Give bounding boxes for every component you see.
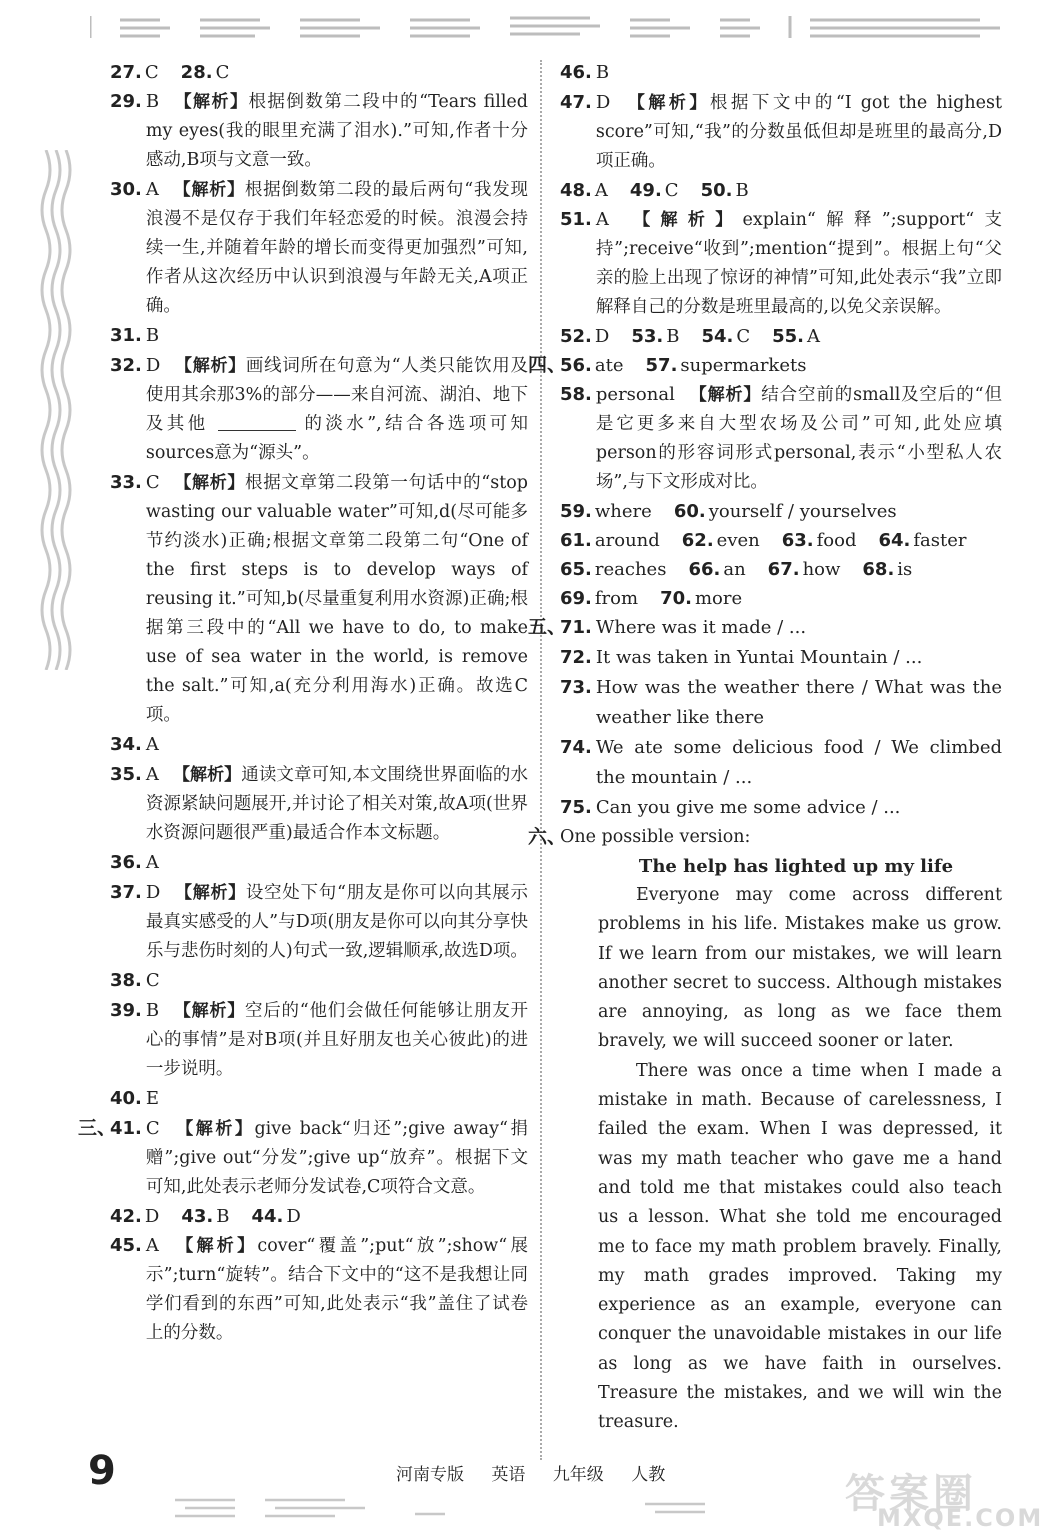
answer-body bbox=[146, 175, 528, 321]
question-number: 49. bbox=[629, 180, 662, 201]
answer-value: D bbox=[145, 882, 161, 903]
right-column bbox=[528, 58, 1003, 1438]
answer-row bbox=[560, 526, 1002, 555]
answer-value: C bbox=[145, 970, 160, 991]
answer-value: A bbox=[145, 852, 159, 873]
question-number: 64. bbox=[878, 530, 911, 551]
answer-pair bbox=[782, 526, 857, 555]
answer-pair bbox=[560, 176, 608, 205]
section-number: 五、 bbox=[528, 616, 567, 638]
analysis-text: give back“归还”;give away“捐赠”;give out“分发”;give up“放弃”。根据下文可知,此处表示老师分发试卷,C项符合文意。 bbox=[145, 1119, 529, 1197]
answer-group bbox=[110, 1202, 323, 1231]
answer-row bbox=[560, 584, 1002, 613]
answer-body bbox=[146, 730, 528, 760]
page-footer bbox=[396, 1460, 687, 1485]
answer-row bbox=[560, 322, 1002, 351]
question-number: 74. bbox=[560, 737, 592, 758]
answer-item bbox=[560, 58, 1002, 88]
question-number: 55. bbox=[772, 326, 805, 347]
answer-value: A bbox=[595, 209, 609, 230]
answer-pair bbox=[560, 351, 624, 380]
question-number: 40. bbox=[110, 1088, 142, 1109]
question-number: 28. bbox=[180, 62, 213, 83]
answer-body bbox=[146, 1084, 528, 1114]
question-number: 54. bbox=[701, 326, 734, 347]
top-wave-decoration bbox=[90, 10, 1000, 44]
answer-value: C bbox=[664, 180, 679, 201]
answer-pair bbox=[560, 584, 638, 613]
answer-item bbox=[110, 878, 528, 966]
question-number: 29. bbox=[110, 91, 142, 112]
answer-row bbox=[560, 497, 1002, 526]
analysis-tag: 【解析】 bbox=[173, 1119, 255, 1139]
answer-value: D bbox=[286, 1206, 301, 1227]
answer-body bbox=[596, 643, 1002, 673]
analysis-text: 通读文章可知,本文围绕世界面临的水资源紧缺问题展开,并讨论了相关对策,故A项(世界水资源问题很严重)最适合作本文标题。 bbox=[145, 765, 529, 843]
answer-item bbox=[110, 87, 528, 175]
answer-group bbox=[560, 526, 989, 555]
question-number: 36. bbox=[110, 852, 142, 873]
question-number: 43. bbox=[181, 1206, 214, 1227]
answer-pair bbox=[772, 322, 820, 351]
section-number: 四、 bbox=[528, 354, 567, 376]
blank-line bbox=[218, 412, 296, 431]
answer-value: D bbox=[595, 92, 611, 113]
answer-row bbox=[110, 58, 528, 87]
answer-value: food bbox=[816, 530, 857, 551]
answer-value: How was the weather there / What was the weather like there bbox=[595, 677, 1002, 728]
analysis-text-cont: 的淡水”,结合各选项可知sources意为“源头”。 bbox=[145, 414, 528, 463]
analysis-tag: 【解析】 bbox=[173, 473, 246, 493]
answer-pair bbox=[560, 322, 609, 351]
essay-paragraph: There was once a time when I made a mistake in math. Because of carelessness, I failed the exam. When I was depressed, it was my math teacher who gave me a hand and told me that mistakes could also teach us a lesson. What she told me encouraged me to face my math problem bravely. Finally, my math grades improved. Taking my experience as an example, everyone can conquer the unavoidable mistakes in our life as long as we have faith in ourselves. Treasure the mistakes, and we will win the treasure. bbox=[598, 1060, 1002, 1433]
answer-item bbox=[560, 88, 1002, 176]
answer-value: B bbox=[595, 62, 610, 83]
question-number: 48. bbox=[560, 180, 592, 201]
answer-item bbox=[110, 1084, 528, 1114]
answer-item bbox=[110, 996, 528, 1084]
analysis-text: 根据下文中的“I got the highest score”可知,“我”的分数虽低但却是班里的最高分,D项正确。 bbox=[595, 93, 1002, 171]
answer-value: faster bbox=[913, 530, 967, 551]
question-number: 65. bbox=[560, 559, 592, 580]
answer-group bbox=[110, 58, 251, 87]
answer-value: Where was it made / ... bbox=[595, 617, 807, 638]
answer-group bbox=[560, 176, 771, 205]
question-number: 46. bbox=[560, 62, 592, 83]
answer-item bbox=[528, 613, 1002, 643]
answer-body bbox=[146, 468, 528, 730]
answer-item bbox=[110, 175, 528, 321]
question-number: 35. bbox=[110, 764, 142, 785]
answer-pair bbox=[181, 1202, 229, 1231]
question-number: 45. bbox=[110, 1235, 142, 1256]
question-number: 61. bbox=[560, 530, 592, 551]
page-number: 9 bbox=[88, 1448, 116, 1494]
answer-pair bbox=[631, 322, 679, 351]
answer-item bbox=[78, 1114, 529, 1202]
answer-value: A bbox=[145, 179, 159, 200]
answer-item bbox=[560, 205, 1002, 322]
answer-body bbox=[146, 966, 528, 996]
question-number: 62. bbox=[681, 530, 714, 551]
answer-value: personal bbox=[595, 384, 675, 405]
answer-body bbox=[596, 205, 1002, 322]
answer-value: D bbox=[144, 1206, 160, 1227]
answer-body bbox=[146, 760, 528, 848]
answer-value: A bbox=[807, 326, 821, 347]
answer-value: where bbox=[594, 501, 652, 522]
question-number: 38. bbox=[110, 970, 142, 991]
answer-value: Can you give me some advice / ... bbox=[595, 797, 901, 818]
footer-edition: 河南专版 bbox=[396, 1465, 464, 1485]
analysis-text: 根据倒数第二段中的“Tears filled my eyes(我的眼里充满了泪水).”可知,作者十分感动,B项与文意一致。 bbox=[145, 92, 528, 170]
answer-value: D bbox=[594, 326, 610, 347]
answer-body bbox=[146, 321, 528, 351]
question-number: 39. bbox=[110, 1000, 142, 1021]
section-number: 三、 bbox=[78, 1117, 117, 1139]
answer-value: B bbox=[666, 326, 680, 347]
answer-pair bbox=[660, 584, 742, 613]
answer-item bbox=[110, 760, 528, 848]
question-number: 71. bbox=[560, 617, 592, 638]
answer-value: A bbox=[145, 764, 159, 785]
question-number: 60. bbox=[673, 501, 706, 522]
answer-item bbox=[560, 380, 1002, 497]
answer-value: B bbox=[145, 1000, 160, 1021]
answer-item bbox=[110, 351, 528, 468]
answer-value: It was taken in Yuntai Mountain / ... bbox=[595, 647, 923, 668]
answer-body bbox=[596, 88, 1002, 176]
footer-subject: 英语 bbox=[491, 1465, 526, 1485]
answer-pair bbox=[646, 351, 807, 380]
answer-row bbox=[560, 555, 1002, 584]
answer-value: A bbox=[594, 180, 608, 201]
analysis-tag: 【解析】 bbox=[688, 385, 762, 405]
essay-body bbox=[560, 881, 1002, 1438]
analysis-text: 根据文章第二段第一句话中的“stop wasting our valuable water”可知,d(尽可能多节约淡水)正确;根据文章第二段第二句“One of the first steps is to develop ways of reusing it.”可知,b(尽量重复利用水资源)正确;根据第三段中的“All we have to do, to make use of sea water in the world, is remove the salt.”可知,a(充分利用海水)正确。故选C项。 bbox=[145, 473, 529, 725]
question-number: 59. bbox=[560, 501, 592, 522]
answer-value: B bbox=[145, 91, 160, 112]
analysis-text: cover“覆盖”;put“放”;show“展示”;turn“旋转”。结合下文中的“这不是我想让同学们看到的东西”可知,此处表示“我”盖住了试卷上的分数。 bbox=[145, 1236, 528, 1343]
analysis-tag: 【解析】 bbox=[172, 180, 245, 200]
question-number: 57. bbox=[645, 355, 678, 376]
answer-body bbox=[146, 87, 528, 175]
watermark-logo: 答案圈 MXQE.COM bbox=[845, 1471, 1044, 1532]
analysis-text: 设空处下句“朋友是你可以向其展示最真实感受的人”与D项(朋友是你可以向其分享快乐与悲伤时刻的人)句式一致,逻辑顺承,故选D项。 bbox=[145, 883, 529, 961]
analysis-tag: 【解析】 bbox=[174, 356, 246, 376]
analysis-text: 画线词所在句意为“人类只能饮用及使用其余那3%的部分——来自河流、湖泊、地下及其他 bbox=[145, 356, 529, 434]
answer-body bbox=[596, 733, 1002, 793]
question-number: 66. bbox=[688, 559, 721, 580]
answer-pair bbox=[674, 497, 897, 526]
answer-value: from bbox=[594, 588, 639, 609]
question-number: 32. bbox=[110, 355, 142, 376]
answer-value: We ate some delicious food / We climbed the mountain / ... bbox=[595, 737, 1002, 788]
answer-pair bbox=[768, 555, 841, 584]
question-number: 50. bbox=[700, 180, 733, 201]
question-number: 75. bbox=[560, 797, 592, 818]
question-number: 72. bbox=[560, 647, 592, 668]
essay-header bbox=[528, 823, 1002, 852]
answer-body bbox=[596, 58, 1002, 88]
analysis-text: 根据倒数第二段的最后两句“我发现浪漫不是仅存于我们年轻恋爱的时候。浪漫会持续一生,并随着年龄的增长而变得更加强烈”可知,作者从这次经历中认识到浪漫与年龄无关,A项正确。 bbox=[145, 180, 529, 316]
answer-pair bbox=[560, 526, 660, 555]
answer-pair bbox=[879, 526, 967, 555]
answer-value: B bbox=[145, 325, 160, 346]
answer-item bbox=[110, 1231, 528, 1348]
answer-value: B bbox=[216, 1206, 230, 1227]
question-number: 68. bbox=[862, 559, 895, 580]
footer-grade: 九年级 bbox=[552, 1465, 604, 1485]
answer-value: A bbox=[145, 1235, 159, 1256]
answer-value: B bbox=[735, 180, 749, 201]
answer-value: is bbox=[897, 559, 913, 580]
analysis-tag: 【解析】 bbox=[173, 92, 249, 112]
question-number: 31. bbox=[110, 325, 142, 346]
answer-pair bbox=[110, 58, 159, 87]
essay-title: The help has lighted up my life bbox=[638, 856, 954, 877]
answer-value: D bbox=[145, 355, 161, 376]
question-number: 63. bbox=[781, 530, 814, 551]
answer-pair bbox=[560, 555, 666, 584]
answer-item bbox=[110, 848, 528, 878]
analysis-tag: 【解析】 bbox=[624, 93, 710, 113]
analysis-text: explain“解释”;support“支持”;receive“收到”;mention“提到”。根据上句“父亲的脸上出现了惊讶的神情”可知,此处表示“我”立即解释自己的分数是班里最高的,以免父亲误解。 bbox=[595, 210, 1002, 317]
answer-value: even bbox=[716, 530, 760, 551]
question-number: 37. bbox=[110, 882, 142, 903]
question-number: 52. bbox=[560, 326, 592, 347]
answer-item bbox=[110, 321, 528, 351]
answer-body bbox=[146, 1231, 528, 1348]
answer-value: around bbox=[594, 530, 660, 551]
answer-value: C bbox=[215, 62, 230, 83]
analysis-tag: 【解析】 bbox=[174, 883, 246, 903]
answer-body bbox=[596, 380, 1002, 497]
answer-body bbox=[146, 1114, 528, 1202]
question-number: 27. bbox=[110, 62, 142, 83]
answer-value: how bbox=[802, 559, 841, 580]
answer-value: C bbox=[145, 472, 160, 493]
section-number: 六、 bbox=[528, 826, 567, 848]
answer-value: C bbox=[145, 1118, 160, 1139]
answer-pair bbox=[862, 555, 912, 584]
answer-pair bbox=[560, 497, 652, 526]
left-wave-decoration bbox=[38, 150, 72, 670]
answer-value: A bbox=[145, 734, 159, 755]
answer-group bbox=[560, 351, 828, 380]
answer-row bbox=[110, 1202, 528, 1231]
answer-body bbox=[146, 351, 528, 468]
analysis-text: 空后的“他们会做任何能够让朋友开心的事情”是对B项(并且好朋友也关心彼此)的进一步说明。 bbox=[145, 1001, 528, 1079]
answer-row bbox=[560, 176, 1002, 205]
answer-value: an bbox=[723, 559, 746, 580]
answer-body bbox=[596, 613, 1002, 643]
answer-value: E bbox=[145, 1088, 160, 1109]
question-number: 44. bbox=[251, 1206, 284, 1227]
answer-pair bbox=[701, 322, 750, 351]
essay-label: One possible version: bbox=[560, 827, 751, 847]
answer-item bbox=[560, 733, 1002, 793]
question-number: 70. bbox=[660, 588, 692, 609]
answer-pair bbox=[630, 176, 679, 205]
answer-group bbox=[560, 584, 764, 613]
question-number: 34. bbox=[110, 734, 142, 755]
question-number: 58. bbox=[560, 384, 592, 405]
answer-pair bbox=[682, 526, 760, 555]
bottom-wave-decoration bbox=[175, 1492, 735, 1522]
question-number: 53. bbox=[631, 326, 664, 347]
question-number: 47. bbox=[560, 92, 592, 113]
question-number: 41. bbox=[110, 1118, 142, 1139]
question-number: 56. bbox=[560, 355, 592, 376]
answer-item bbox=[560, 793, 1002, 823]
answer-value: ate bbox=[594, 355, 624, 376]
answer-item bbox=[560, 643, 1002, 673]
left-column bbox=[78, 58, 529, 1348]
answer-row bbox=[528, 351, 1002, 380]
answer-pair bbox=[251, 1202, 300, 1231]
answer-body bbox=[146, 996, 528, 1084]
question-number: 42. bbox=[110, 1206, 142, 1227]
footer-publisher: 人教 bbox=[631, 1465, 666, 1485]
analysis-tag: 【解析】 bbox=[622, 210, 743, 230]
answer-value: yourself / yourselves bbox=[708, 501, 897, 522]
answer-item bbox=[110, 730, 528, 760]
answer-value: supermarkets bbox=[680, 355, 807, 376]
question-number: 67. bbox=[767, 559, 800, 580]
question-number: 33. bbox=[110, 472, 142, 493]
answer-pair bbox=[688, 555, 745, 584]
analysis-tag: 【解析】 bbox=[173, 1001, 245, 1021]
answer-pair bbox=[110, 1202, 159, 1231]
answer-value: reaches bbox=[594, 559, 667, 580]
answer-body bbox=[146, 848, 528, 878]
question-number: 73. bbox=[560, 677, 592, 698]
analysis-text: 结合空前的small及空后的“但是它更多来自大型农场及公司”可知,此处应填person的形容词形式personal,表示“小型私人农场”,与下文形成对比。 bbox=[595, 385, 1003, 492]
essay-paragraph: Everyone may come across different problems in his life. Mistakes make us grow. If we learn from our mistakes, we will learn another secret to success. Although mistakes are annoying, as long as we face them bravely, we will succeed sooner or later. bbox=[598, 885, 1002, 1052]
answer-group bbox=[560, 497, 919, 526]
answer-item bbox=[110, 966, 528, 996]
answer-value: C bbox=[736, 326, 751, 347]
answer-item bbox=[110, 468, 528, 730]
answer-group bbox=[560, 322, 842, 351]
answer-value: C bbox=[144, 62, 159, 83]
answer-body bbox=[146, 878, 528, 966]
answer-item bbox=[560, 673, 1002, 733]
answer-pair bbox=[181, 58, 230, 87]
answer-group bbox=[560, 555, 934, 584]
answer-value: more bbox=[694, 588, 743, 609]
analysis-tag: 【解析】 bbox=[172, 1236, 258, 1256]
answer-body bbox=[596, 673, 1002, 733]
question-number: 69. bbox=[560, 588, 592, 609]
question-number: 30. bbox=[110, 179, 142, 200]
question-number: 51. bbox=[560, 209, 592, 230]
answer-body bbox=[596, 793, 1002, 823]
analysis-tag: 【解析】 bbox=[172, 765, 242, 785]
answer-pair bbox=[701, 176, 749, 205]
